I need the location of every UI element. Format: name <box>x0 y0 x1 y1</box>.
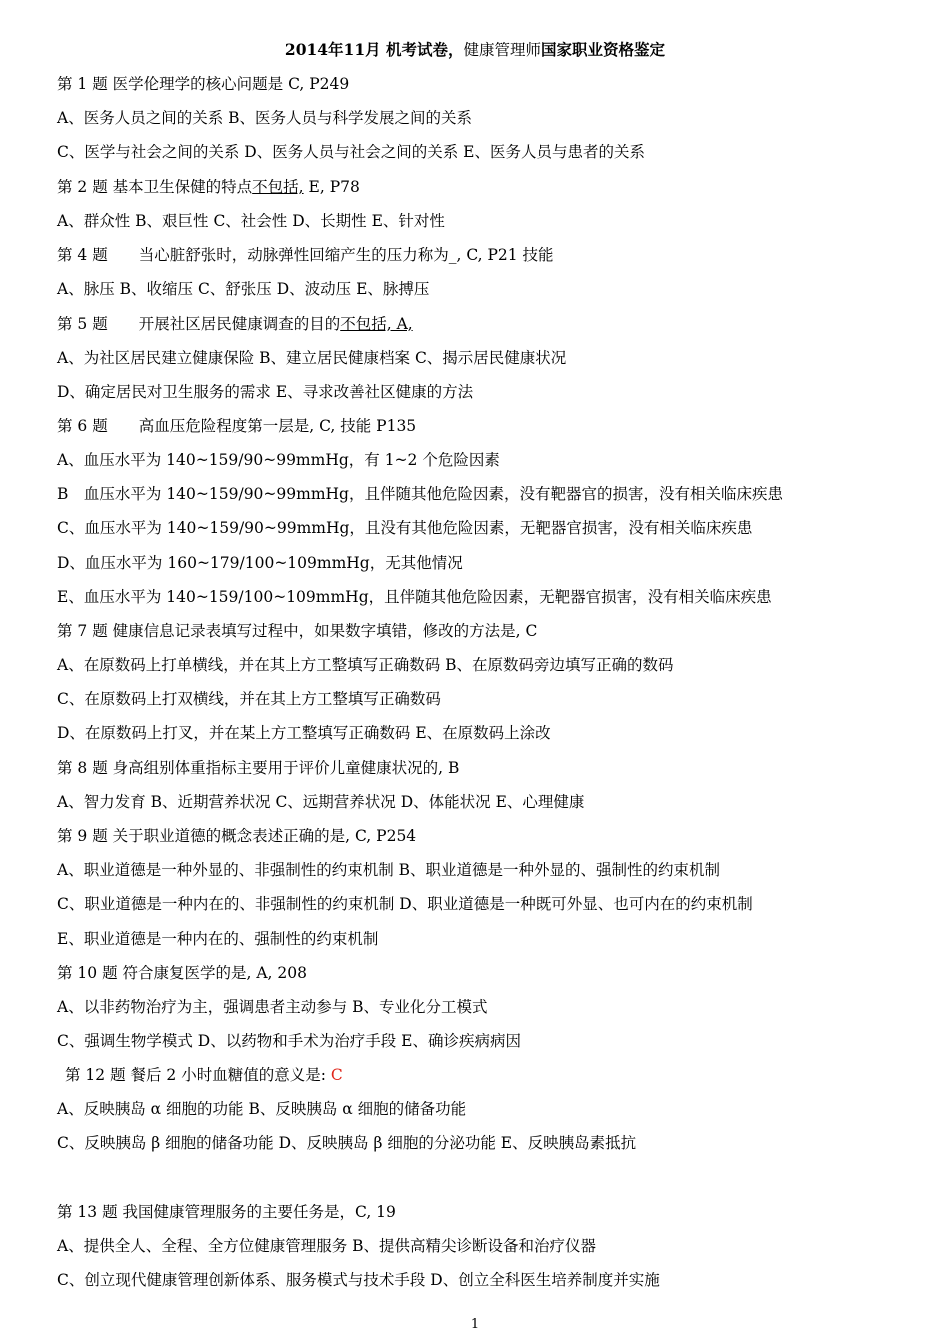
question-6-option-e: E、血压水平为 140~159/100~109mmHg，且伴随其他危险因素，无靶器官损害，没有相关临床疾患 <box>57 588 772 606</box>
question-9: 第 9 题 关于职业道德的概念表述正确的是, C, P254 <box>57 827 417 845</box>
question-7-option-c: C、在原数码上打双横线，并在其上方工整填写正确数码 <box>57 690 441 708</box>
question-7-options-a-b: A、在原数码上打单横线，并在其上方工整填写正确数码 B、在原数码旁边填写正确的数码 <box>57 656 674 674</box>
question-4: 第 4 题 当心脏舒张时，动脉弹性回缩产生的压力称为_, C, P21 技能 <box>57 246 554 264</box>
question-12-text: 第 12 题 餐后 2 小时血糖值的意义是: <box>65 1066 331 1084</box>
question-6-option-d: D、血压水平为 160~179/100~109mmHg，无其他情况 <box>57 554 463 572</box>
title-role-part: 健康管理师 <box>463 41 542 59</box>
question-6-option-c: C、血压水平为 140~159/90~99mmHg，且没有其他危险因素，无靶器官损害，没有相关临床疾患 <box>57 519 753 537</box>
title-date-part: 2014年11月 机考试卷， <box>284 40 464 59</box>
question-13: 第 13 题 我国健康管理服务的主要任务是，C, 19 <box>57 1203 396 1221</box>
question-2-answer: E, P78 <box>303 178 360 196</box>
question-10-options-a-b: A、以非药物治疗为主，强调患者主动参与 B、专业化分工模式 <box>57 998 488 1016</box>
question-13-options-a-b: A、提供全人、全程、全方位健康管理服务 B、提供高精尖诊断设备和治疗仪器 <box>57 1237 597 1255</box>
question-2-options: A、群众性 B、艰巨性 C、社会性 D、长期性 E、针对性 <box>57 212 445 230</box>
question-5-options-d-e: D、确定居民对卫生服务的需求 E、寻求改善社区健康的方法 <box>57 383 474 401</box>
question-12-answer: C <box>330 1066 343 1084</box>
question-9-options-c-d: C、职业道德是一种内在的、非强制性的约束机制 D、职业道德是一种既可外显、也可内在的约束机制 <box>57 895 753 913</box>
question-6-option-a: A、血压水平为 140~159/90~99mmHg，有 1~2 个危险因素 <box>57 451 500 469</box>
question-5-exclude-underlined: 不包括, A, <box>340 315 413 333</box>
question-2 <box>57 177 360 197</box>
question-7: 第 7 题 健康信息记录表填写过程中，如果数字填错，修改的方法是, C <box>57 622 538 640</box>
document-title <box>0 40 950 60</box>
question-12-options-c-e: C、反映胰岛 β 细胞的储备功能 D、反映胰岛 β 细胞的分泌功能 E、反映胰岛素抵抗 <box>57 1134 637 1152</box>
question-1: 第 1 题 医学伦理学的核心问题是 C, P249 <box>57 75 350 93</box>
question-8: 第 8 题 身高组别体重指标主要用于评价儿童健康状况的, B <box>57 759 460 777</box>
question-5-options-a-c: A、为社区居民建立健康保险 B、建立居民健康档案 C、揭示居民健康状况 <box>57 349 567 367</box>
question-12-options-a-b: A、反映胰岛 α 细胞的功能 B、反映胰岛 α 细胞的储备功能 <box>57 1100 467 1118</box>
question-10-options-c-e: C、强调生物学模式 D、以药物和手术为治疗手段 E、确诊疾病病因 <box>57 1032 521 1050</box>
question-10: 第 10 题 符合康复医学的是, A, 208 <box>57 964 307 982</box>
question-8-options: A、智力发育 B、近期营养状况 C、远期营养状况 D、体能状况 E、心理健康 <box>57 793 585 811</box>
question-2-text: 第 2 题 基本卫生保健的特点 <box>57 178 253 196</box>
question-12 <box>65 1065 343 1085</box>
question-4-options: A、脉压 B、收缩压 C、舒张压 D、波动压 E、脉搏压 <box>57 280 430 298</box>
question-1-options-c-e: C、医学与社会之间的关系 D、医务人员与社会之间的关系 E、医务人员与患者的关系 <box>57 143 645 161</box>
question-13-options-c-d: C、创立现代健康管理创新体系、服务模式与技术手段 D、创立全科医生培养制度并实施 <box>57 1271 660 1289</box>
question-6: 第 6 题 高血压危险程度第一层是, C, 技能 P135 <box>57 417 417 435</box>
page-number: 1 <box>470 1317 480 1332</box>
question-1-options-a-b: A、医务人员之间的关系 B、医务人员与科学发展之间的关系 <box>57 109 473 127</box>
question-5-text: 第 5 题 开展社区居民健康调查的目的 <box>57 315 341 333</box>
question-2-exclude-underlined: 不包括, <box>252 178 304 196</box>
question-6-option-b: B 血压水平为 140~159/90~99mmHg，且伴随其他危险因素，没有靶器官的损害，没有相关临床疾患 <box>57 485 783 503</box>
question-5 <box>57 314 413 334</box>
question-7-options-d-e: D、在原数码上打叉，并在某上方工整填写正确数码 E、在原数码上涂改 <box>57 724 551 742</box>
title-cert-part: 国家职业资格鉴定 <box>541 40 666 59</box>
question-9-option-e: E、职业道德是一种内在的、强制性的约束机制 <box>57 930 379 948</box>
question-9-options-a-b: A、职业道德是一种外显的、非强制性的约束机制 B、职业道德是一种外显的、强制性的约束机制 <box>57 861 721 879</box>
